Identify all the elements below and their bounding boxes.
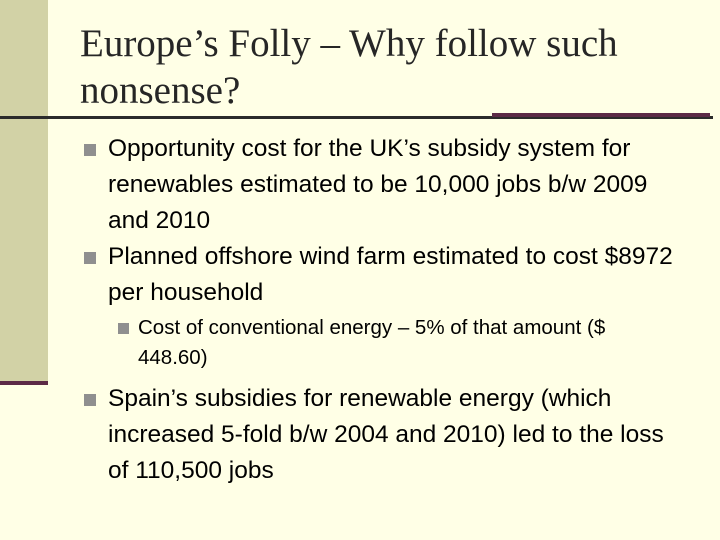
slide-title: Europe’s Folly – Why follow such nonsense? — [80, 22, 618, 112]
square-bullet-icon — [84, 144, 96, 156]
square-bullet-icon — [84, 252, 96, 264]
square-bullet-icon — [84, 394, 96, 406]
bullet-text: Opportunity cost for the UK’s subsidy system for renewables estimated to be 10,000 jobs b/w 2009 and 2010 — [108, 135, 648, 234]
sub-bullet-text: Cost of conventional energy – 5% of that amount ($ 448.60) — [138, 316, 606, 369]
sub-bullet-item-conventional-energy — [118, 313, 678, 373]
bullet-item-uk-subsidy — [84, 131, 684, 239]
bullet-text: Spain’s subsidies for renewable energy (which increased 5-fold b/w 2004 and 2010) led to the loss of 110,500 jobs — [108, 385, 664, 484]
bullet-text: Planned offshore wind farm estimated to cost $8972 per household — [108, 243, 673, 306]
square-bullet-icon — [118, 323, 129, 334]
bullet-item-spain-subsidy — [84, 381, 684, 489]
bullet-item-offshore-wind — [84, 239, 684, 311]
